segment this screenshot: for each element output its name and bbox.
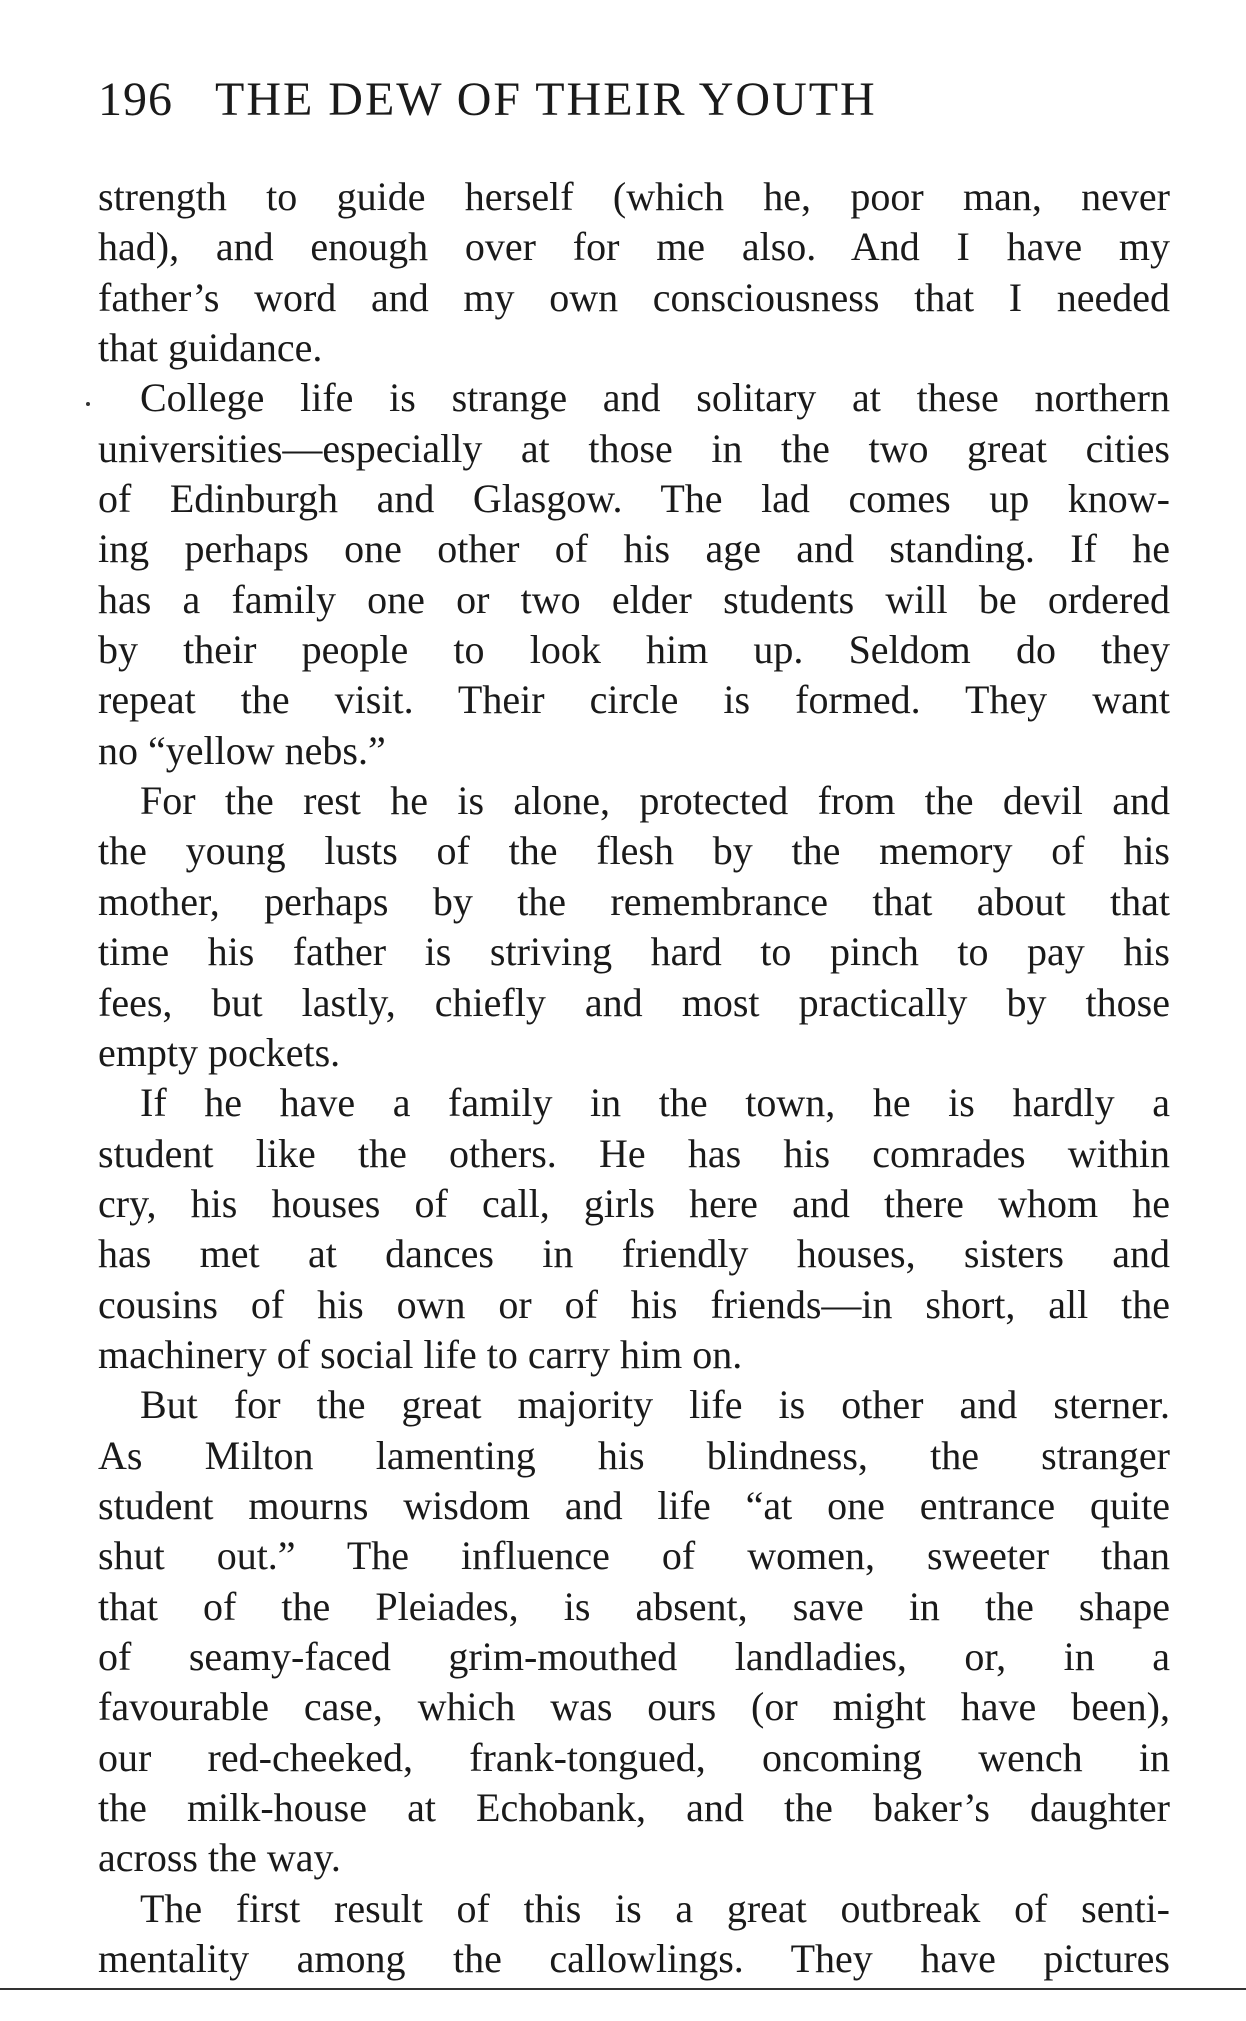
text-line: empty pockets. [98,1029,341,1075]
text-line: ing perhaps one other of his age and standing. If he [98,526,1170,572]
text-line: of seamy-faced grim-mouthed landladies, or, in a [98,1633,1170,1679]
text-line: cry, his houses of call, girls here and there whom he [98,1180,1170,1226]
text-line: has met at dances in friendly houses, sisters and [98,1231,1170,1277]
text-line: But for the great majority life is other and sterner. [140,1382,1170,1428]
text-line: father’s word and my own consciousness that I needed [98,274,1170,320]
text-line: machinery of social life to carry him on. [98,1331,743,1377]
text-line: time his father is striving hard to pinch to pay his [98,929,1170,975]
page-header [98,72,1170,132]
text-line: across the way. [98,1835,341,1881]
text-line: had), and enough over for me also. And I have my [98,224,1170,270]
print-speck [86,402,90,406]
body-text [98,172,1170,1984]
text-line: of Edinburgh and Glasgow. The lad comes up know- [98,476,1170,522]
text-line: As Milton lamenting his blindness, the stranger [98,1432,1170,1478]
running-title: THE DEW OF THEIR YOUTH [215,73,877,126]
bottom-rule [0,1988,1246,1990]
text-line: If he have a family in the town, he is hardly a [140,1080,1170,1126]
text-line: repeat the visit. Their circle is formed. They want [98,677,1170,723]
text-line: no “yellow nebs.” [98,727,386,773]
text-line: shut out.” The influence of women, sweeter than [98,1533,1170,1579]
text-line: student like the others. He has his comrades within [98,1130,1170,1176]
text-line: the young lusts of the flesh by the memory of his [98,828,1170,874]
page-number: 196 [98,73,173,126]
text-line: the milk-house at Echobank, and the baker’s daughter [98,1785,1170,1830]
text-line: For the rest he is alone, protected from the devil and [140,778,1170,824]
text-line: our red-cheeked, frank-tongued, oncoming wench in [98,1734,1170,1780]
text-line: cousins of his own or of his friends—in short, all the [98,1281,1170,1327]
text-line: The first result of this is a great outbreak of senti- [140,1885,1170,1931]
text-line: universities—especially at those in the two great cities [98,425,1170,471]
text-line: strength to guide herself (which he, poor man, never [98,174,1170,219]
text-line: by their people to look him up. Seldom do they [98,627,1170,673]
text-line: favourable case, which was ours (or might have been), [98,1684,1170,1730]
text-line: student mourns wisdom and life “at one entrance quite [98,1482,1170,1528]
text-line: mentality among the callowlings. They have pictures [98,1936,1170,1982]
text-line: fees, but lastly, chiefly and most practically by those [98,979,1170,1025]
text-line: that guidance. [98,325,323,371]
text-line: College life is strange and solitary at these northern [140,375,1170,421]
text-line: mother, perhaps by the remembrance that about that [98,878,1170,924]
text-line: that of the Pleiades, is absent, save in the shape [98,1583,1170,1629]
text-line: has a family one or two elder students will be ordered [98,576,1170,622]
